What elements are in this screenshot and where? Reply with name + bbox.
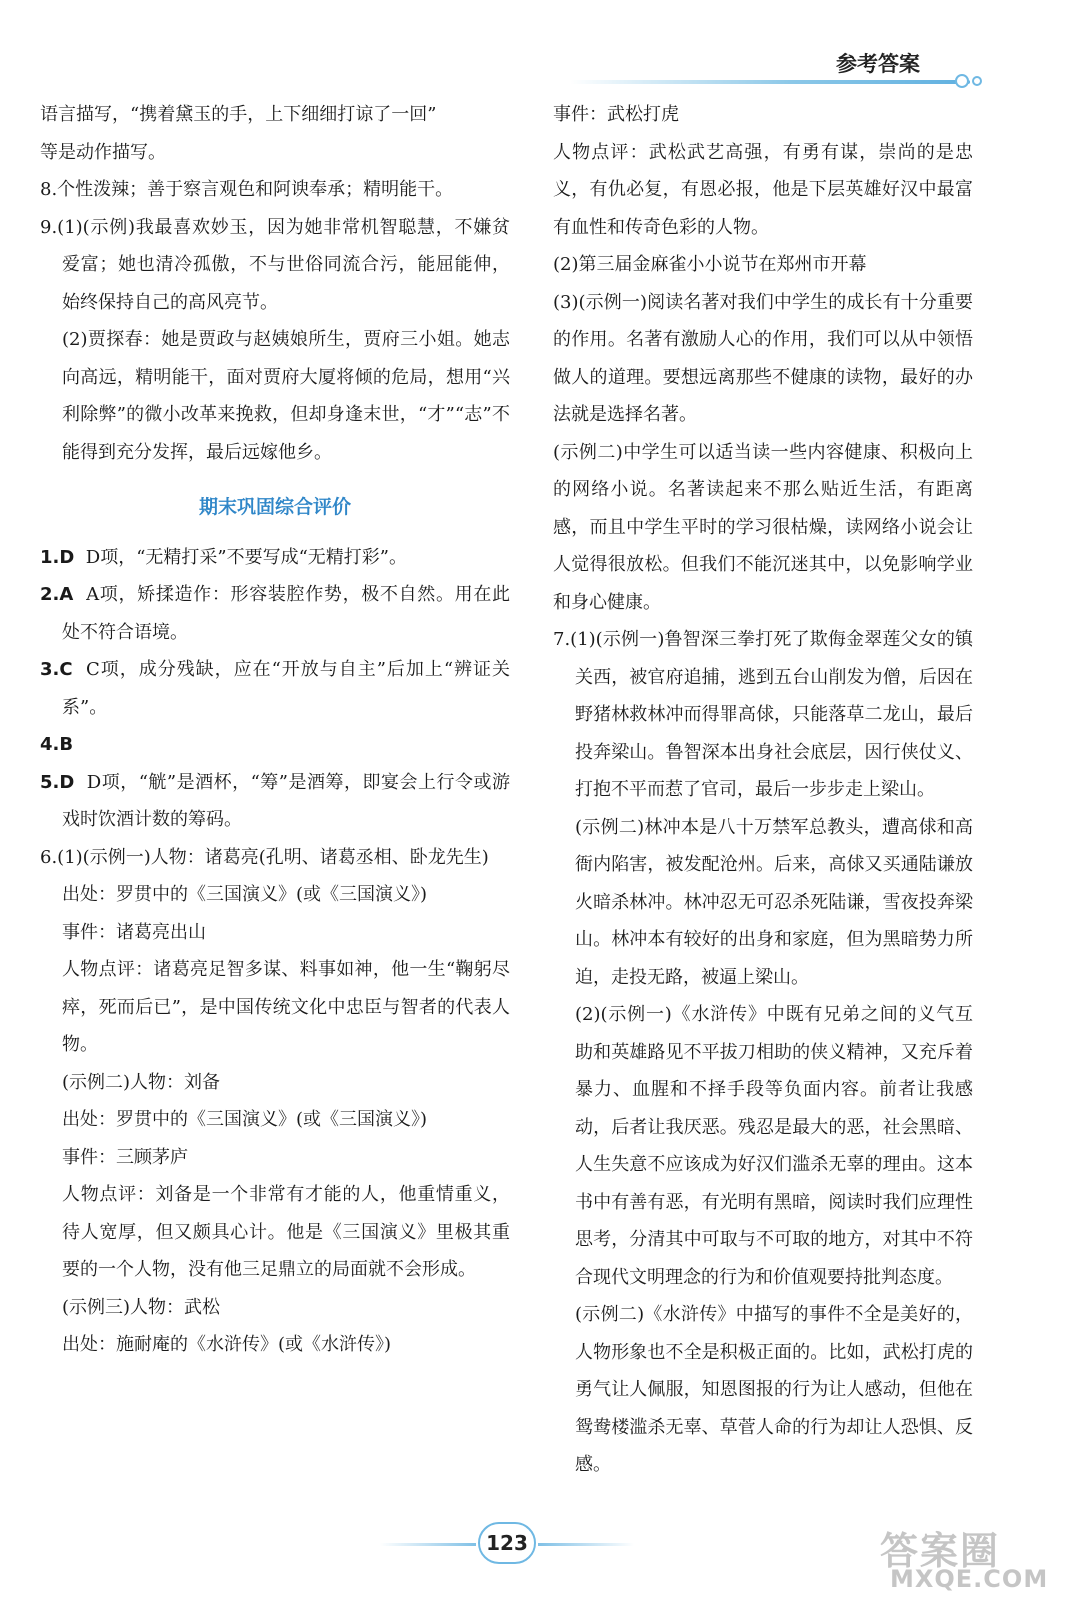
right-column: [553, 96, 973, 1484]
answer-7-1b: (示例二)林冲本是八十万禁军总教头，遭高俅和高衙内陷害，被发配沧州。后来，高俅又买通陆谦放火暗杀林冲。林冲忍无可忍杀死陆谦，雪夜投奔梁山。林冲本有较好的出身和家庭，但为黑暗势力所迫，走投无路，被逼上梁山。: [575, 816, 973, 988]
text-line: 人物点评：诸葛亮足智多谋、料事如神，他一生“鞠躬尽瘁，死而后已”，是中国传统文化中忠臣与智者的代表人物。: [62, 959, 510, 1055]
footer-rule: [538, 1543, 634, 1546]
text-line: 事件：三顾茅庐: [62, 1146, 188, 1168]
answer-item: [40, 726, 510, 764]
answer-item: [40, 539, 510, 577]
answer-6-heading: 6.(1)(示例一)人物：诸葛亮(孔明、诸葛丞相、卧龙先生): [40, 846, 489, 868]
footer-rule: [380, 1543, 476, 1546]
text-line: 出处：罗贯中的《三国演义》(或《三国演义》): [62, 1109, 428, 1130]
watermark-text: 答案圈: [880, 1529, 1001, 1573]
answer-7-2a: (2)(示例一)《水浒传》中既有兄弟之间的义气互助和英雄路见不平拔刀相助的侠义精神，又充斥着暴力、血腥和不择手段等负面内容。前者让我感动，后者让我厌恶。残忍是最大的恶，社会黑暗、人生失意不应该成为好汉们滥杀无辜的理由。这本书中有善有恶，有光明有黑暗，阅读时我们应理性思考，分清其中可取与不可取的地方，对其中不符合现代文明理念的行为和价值观要持批判态度。: [575, 1004, 973, 1288]
answer-number: 1.D: [40, 546, 75, 568]
watermark-url: MXQE.COM: [890, 1565, 1049, 1593]
answer-7-1a: 7.(1)(示例一)鲁智深三拳打死了欺侮金翠莲父女的镇关西，被官府追捕，逃到五台山削发为僧，后因在野猪林救林冲而得罪高俅，只能落草二龙山，最后投奔梁山。鲁智深本出身社会底层，因行侠仗义、打抱不平而惹了官司，最后一步步走上梁山。: [553, 629, 973, 800]
answer-item: [40, 764, 510, 839]
text-line: 出处：罗贯中的《三国演义》(或《三国演义》): [62, 884, 428, 905]
answer-item: [40, 576, 510, 651]
left-column: [40, 96, 510, 1364]
text-line: 人物点评：刘备是一个非常有才能的人，他重情重义，待人宽厚，但又颇具心计。他是《三国演义》里极其重要的一个人物，没有他三足鼎立的局面就不会形成。: [62, 1184, 510, 1280]
answer-number: 2.A: [40, 584, 74, 605]
text-line: 人物点评：武松武艺高强，有勇有谋，崇尚的是忠义，有仇必复，有恩必报，他是下层英雄好汉中最富有血性和传奇色彩的人物。: [553, 141, 973, 238]
text-line: 出处：施耐庵的《水浒传》(或《水浒传》): [62, 1334, 392, 1355]
header-dot-icon: [972, 76, 982, 86]
text-line: 语言描写，“携着黛玉的手，上下细细打谅了一回”: [40, 104, 437, 125]
answer-number: 5.D: [40, 771, 75, 793]
text-line: 事件：武松打虎: [553, 104, 679, 125]
answer-6-2: (2)第三届金麻雀小小说节在郑州市开幕: [553, 254, 867, 275]
answer-text: A项，矫揉造作：形容装腔作势，极不自然。用在此处不符合语境。: [62, 584, 511, 643]
answer-text: D项，“觥”是酒杯，“筹”是酒筹，即宴会上行令或游戏时饮酒计数的筹码。: [62, 771, 510, 830]
text-line: (示例三)人物：武松: [62, 1296, 221, 1318]
page-number: 123: [478, 1522, 536, 1564]
answer-text: D项，“无精打采”不要写成“无精打彩”。: [85, 546, 408, 568]
answer-item: [40, 651, 510, 726]
text-line: 等是动作描写。: [40, 141, 166, 163]
text-line: (示例二)人物：刘备: [62, 1071, 221, 1093]
page-header: [570, 44, 1010, 92]
answer-7-2b: (示例二)《水浒传》中描写的事件不全是美好的，人物形象也不全是积极正面的。比如，武松打虎的勇气让人佩服，知恩图报的行为让人感动，但他在鸳鸯楼滥杀无辜、草菅人命的行为却让人恐惧、反感。: [575, 1304, 973, 1475]
header-title: 参考答案: [836, 52, 920, 76]
section-title: 期末巩固综合评价: [198, 496, 351, 518]
watermark: [880, 1520, 1070, 1595]
answer-text: C项，成分残缺，应在“开放与自主”后加上“辨证关系”。: [62, 659, 510, 718]
header-dot-icon: [955, 74, 969, 88]
header-rule: [570, 80, 970, 84]
answer-number: 3.C: [40, 659, 73, 680]
answer-number: 4.B: [40, 734, 74, 755]
answer-9-2: (2)贾探春：她是贾政与赵姨娘所生，贾府三小姐。她志向高远，精明能干，面对贾府大厦将倾的危局，想用“兴利除弊”的微小改革来挽救，但却身逢末世，“才”“志”不能得到充分发挥，最后远嫁他乡。: [62, 329, 510, 463]
answer-6-3b: (示例二)中学生可以适当读一些内容健康、积极向上的网络小说。名著读起来不那么贴近生活，有距离感，而且中学生平时的学习很枯燥，读网络小说会让人觉得很放松。但我们不能沉迷其中，以免影响学业和身心健康。: [553, 441, 973, 613]
text-line: 事件：诸葛亮出山: [62, 921, 206, 943]
answer-8: 8.个性泼辣；善于察言观色和阿谀奉承；精明能干。: [40, 179, 454, 200]
answer-6-3a: (3)(示例一)阅读名著对我们中学生的成长有十分重要的作用。名著有激励人心的作用，我们可以从中领悟做人的道理。要想远离那些不健康的读物，最好的办法就是选择名著。: [553, 291, 973, 425]
answer-9-1: 9.(1)(示例)我最喜欢妙玉，因为她非常机智聪慧，不嫌贫爱富；她也清冷孤傲，不与世俗同流合污，能屈能伸，始终保持自己的高风亮节。: [40, 216, 510, 313]
